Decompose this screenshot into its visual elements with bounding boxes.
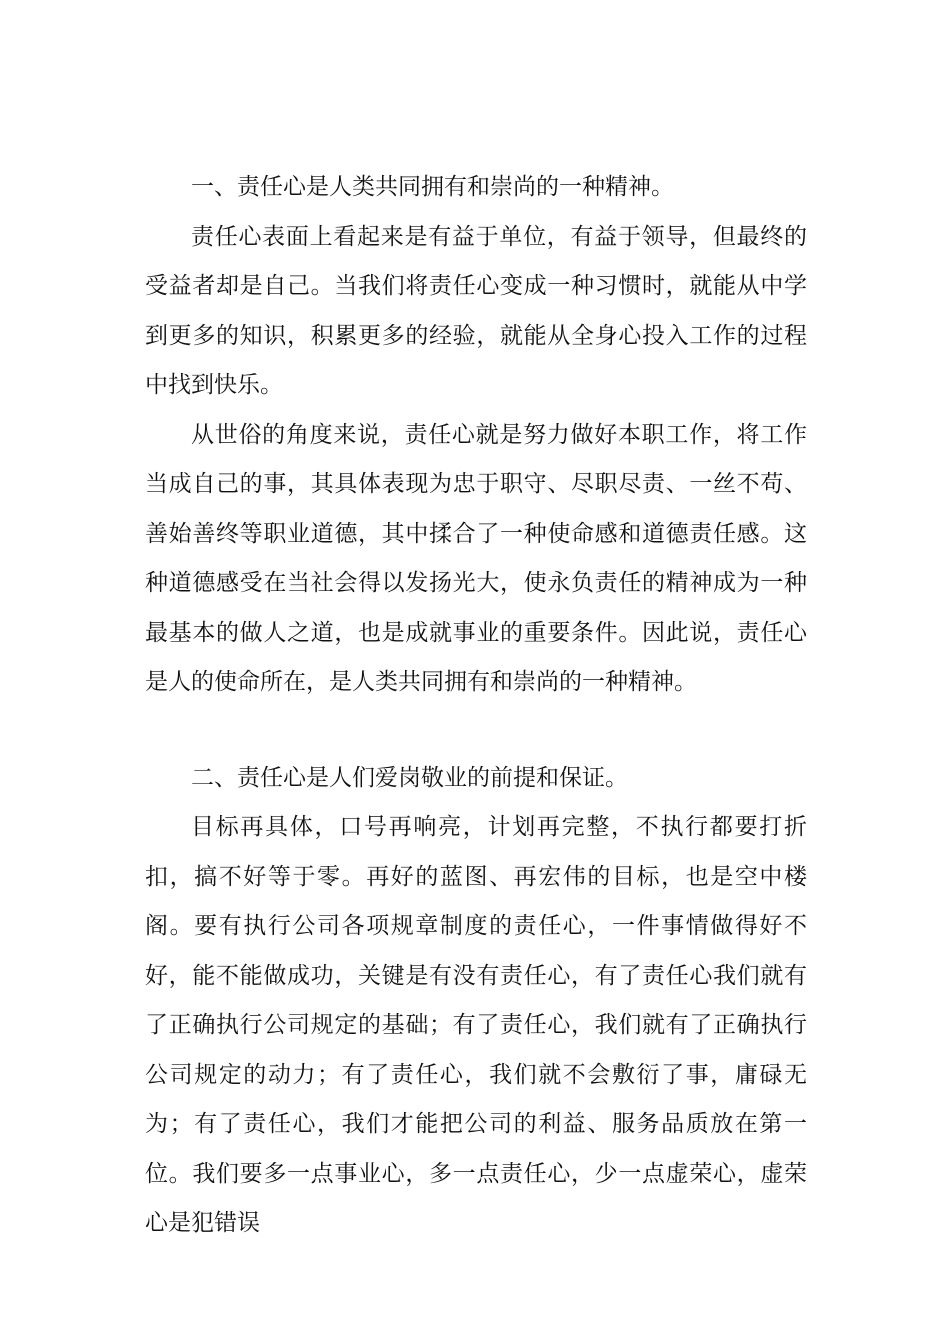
document-body [145,163,807,1249]
section2-heading: 二、责任心是人们爱岗敬业的前提和保证。 [191,764,628,791]
section1-paragraph-1: 责任心表面上看起来是有益于单位，有益于领导，但最终的受益者却是自己。当我们将责任心变成一种习惯时，就能从中学到更多的知识，积累更多的经验，就能从全身心投入工作的过程中找到快乐。 [145,223,807,398]
section-spacer [145,708,807,754]
section1-heading: 一、责任心是人类共同拥有和崇尚的一种精神。 [191,174,674,200]
section1-paragraph-2: 从世俗的角度来说，责任心就是努力做好本职工作，将工作当成自己的事，其具体表现为忠于职守、尽职尽责、一丝不苟、善始善终等职业道德，其中揉合了一种使命感和道德责任感。这种道德感受在当社会得以发扬光大，使永负责任的精神成为一种最基本的做人之道，也是成就事业的重要条件。因此说，责任心是人的使命所在，是人类共同拥有和崇尚的一种精神。 [145,421,807,695]
section2-paragraph-1: 目标再具体，口号再响亮，计划再完整，不执行都要打折扣，搞不好等于零。再好的蓝图、再宏伟的目标，也是空中楼阁。要有执行公司各项规章制度的责任心，一件事情做得好不好，能不能做成功，关键是有没有责任心，有了责任心我们就有了正确执行公司规定的基础；有了责任心，我们就有了正确执行公司规定的动力；有了责任心，我们就不会敷衍了事，庸碌无为；有了责任心，我们才能把公司的利益、服务品质放在第一位。我们要多一点事业心，多一点责任心，少一点虚荣心，虚荣心是犯错误 [145,814,807,1236]
